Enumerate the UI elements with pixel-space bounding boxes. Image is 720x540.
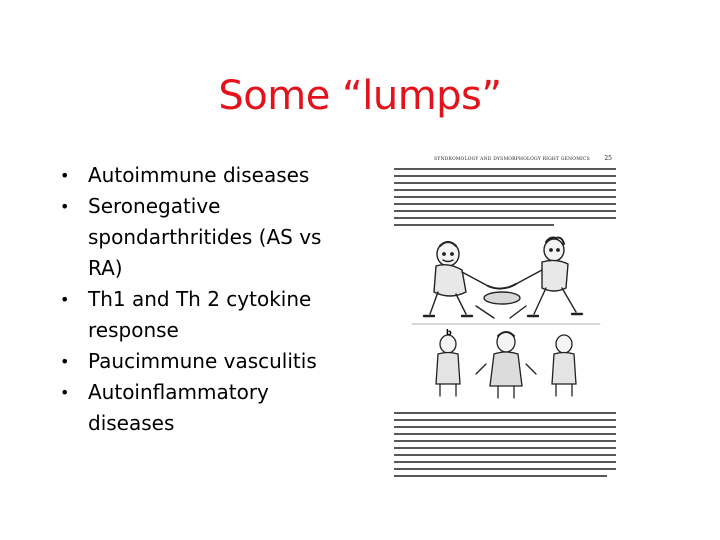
page-number: 25 [604, 155, 612, 162]
page-text-block-top [394, 168, 616, 231]
bullet-item: • Autoimmune diseases [58, 160, 358, 191]
bullet-dot-icon: • [60, 290, 70, 309]
bullet-dot-icon: • [60, 352, 70, 371]
bullet-item: • Seronegative spondarthritides (AS vs RA) [58, 191, 358, 284]
bullet-item: • Th1 and Th 2 cytokine response [58, 284, 358, 346]
page-running-header: SYNDROMOLOGY AND DYSMORPHOLOGY RIGHT GENOMICS [434, 157, 590, 162]
panel-b-label: b [446, 328, 452, 337]
bullet-item: • Paucimmune vasculitis [58, 346, 358, 377]
bullet-dot-icon: • [60, 383, 70, 402]
page-caption-block [394, 412, 616, 482]
scanned-page-figure [388, 150, 620, 480]
slide-title: Some “lumps” [218, 73, 502, 119]
bullet-dot-icon: • [60, 197, 70, 216]
bullet-list [58, 160, 358, 439]
cartoon-illustration-icon [406, 232, 606, 400]
bullet-item: • Autoinflammatory diseases [58, 377, 358, 439]
bullet-dot-icon: • [60, 166, 70, 185]
